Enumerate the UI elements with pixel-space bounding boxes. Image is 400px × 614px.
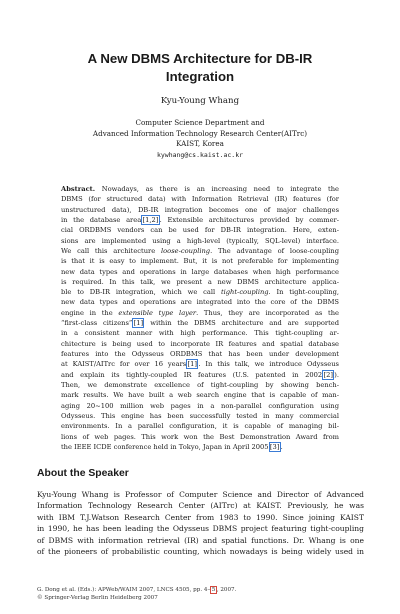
abstract-text: . In this talk, we introduce Odysseus [198,360,339,369]
abstract-text: . Extensible architectures provided by commer- [159,215,339,224]
citation-link[interactable]: [3] [269,442,280,451]
bio-line: of the pioneers of probabilistic counting, which nowadays is being widely used in [37,547,364,557]
author-name: Kyu-Young Whang [160,96,240,106]
citation-footer-line [37,587,364,595]
bio-line: with IBM T.J.Watson Research Center from 1983 to 1990. Since joining KAIST [37,512,364,522]
title-line-2: Integration [165,69,235,84]
bio-line: Information Technology Research Center (AITrc) at KAIST. Previously, he was [37,501,364,511]
abstract-line: chitecture is being used to incorporate IR features and spatial database [61,339,339,348]
abstract-line: environments. In a parallel configuration, it is capable of managing bil- [61,422,339,431]
abstract-text: engine in the [61,308,119,317]
footer-text: G. Dong et al. (Eds.): APWeb/WAIM 2007, LNCS 4505, pp. 4– [37,587,211,593]
abstract-line: features into the Odysseus ORDBMS that has been under development [61,350,339,358]
abstract-text: “first-class citizens” [61,319,133,328]
page-footer [37,587,364,602]
abstract-emphasis: tight-coupling [220,288,269,297]
bio-line: in 1990, he has been leading the Odysseus DBMS project featuring tight-coupling [37,524,364,534]
affiliation-line-2: Advanced Information Technology Research Center(AITrc) [92,128,308,138]
abstract-text: the IEEE ICDE conference held in Tokyo, Japan in April 2005 [61,442,269,451]
abstract-line: is required. In this talk, we present a new DBMS architecture applica- [61,277,339,286]
abstract-line: Odysseus. This engine has been successfully tested in many commercial [61,411,339,420]
abstract-text: . In tight-coupling, [268,288,339,297]
abstract-text: and explain its tightly-coupled IR features (U.S. patented in 2002 [61,370,323,379]
copyright-line: © Springer-Verlag Berlin Heidelberg 2007 [37,594,158,601]
abstract-text: . The advantage of loose-coupling [210,246,339,255]
abstract-line: is that it is easy to implement. But, it is not preferable for implementing [61,257,339,266]
footer-text: , 2007. [216,587,237,593]
abstract-text: within the DBMS architecture and are supported [144,319,340,328]
abstract-line: unstructured data), DB-IR integration becomes one of major challenges [61,205,339,214]
abstract-text: We call this architecture [61,246,162,255]
abstract-emphasis: loose-coupling [161,246,211,255]
abstract-text: Nowadays, as there is an increasing need to integrate the [95,185,339,193]
page-link[interactable]: 5 [211,587,216,593]
title-line-1: A New DBMS Architecture for DB-IR [87,51,313,66]
abstract-text: ble to DB-IR integration, which we call [61,288,221,297]
section-heading-about-speaker: About the Speaker [37,468,129,479]
abstract-text: . Thus, they are incorporated as the [196,308,339,317]
abstract-emphasis: extensible type layer [118,308,197,317]
affiliation-line-3: KAIST, Korea [176,139,224,148]
affiliation-line-1: Computer Science Department and [135,118,265,127]
abstract-line: DBMS (for structured data) with Information Retrieval (IR) features (for [61,195,339,204]
paper-title [40,50,360,86]
abstract-text: . [280,442,283,451]
abstract-line: cial ORDBMS vendors can be used for DB-IR integration. Here, exten- [61,226,339,235]
citation-link[interactable]: [1] [187,360,198,369]
abstract-heading: Abstract. [61,185,96,193]
abstract-text: at KAIST/AITrc for over 16 years [61,360,187,369]
abstract-line: sions are implemented using a high-level (typically, SQL-level) interface. [61,236,339,245]
abstract-line: mark results. We have built a web search engine that is capable of man- [61,391,339,400]
speaker-bio [37,489,364,558]
abstract-line: new data types and operations in large databases when high performance [61,267,339,276]
affiliation [40,118,360,160]
abstract-line: new data types and operations are integrated into the core of the DBMS [61,298,339,307]
bio-line: of DBMS with information retrieval (IR) and spatial functions. Dr. Whang is one [37,535,364,545]
author-email: kywhang@cs.kaist.ac.kr [156,150,244,159]
abstract-line: aging 20~100 million web pages in a non-parallel configuration using [61,401,339,410]
abstract [61,184,339,452]
citation-link[interactable]: [2] [323,370,333,379]
bio-line: Kyu-Young Whang is Professor of Computer Science and Director of Advanced [37,490,364,499]
abstract-line: lions of web pages. This work won the Best Demonstration Award from [61,432,339,441]
abstract-text: ). [334,370,339,379]
abstract-line: in a consistent manner with high performance. This tight-coupling ar- [61,329,339,338]
abstract-line: Then, we demonstrate excellence of tight-coupling by showing bench- [61,380,339,389]
citation-link[interactable]: [1] [133,319,144,328]
abstract-text: in the database area [61,215,142,224]
citation-link[interactable]: [1,2] [142,215,159,224]
